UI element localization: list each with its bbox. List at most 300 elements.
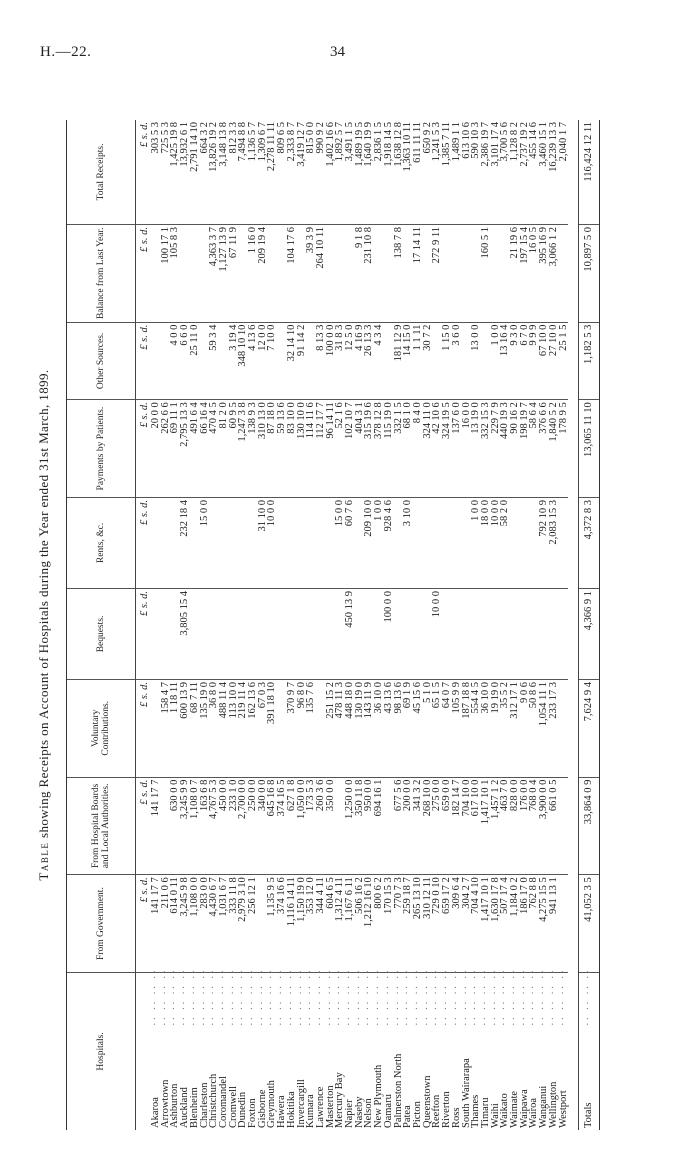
- col-header-hospital-boards: From Hospital Boards and Local Authorities.: [67, 777, 136, 875]
- leader-dots: ·· ·· ·· ··: [450, 968, 462, 1026]
- leader-dots: ·· ·· ·· ··: [499, 968, 511, 1026]
- leader-dots: ·· ·· ·· ··: [334, 968, 346, 1026]
- table-cell: 376 6 6: [539, 400, 549, 498]
- leader-dots: ·· ·· ·· ··: [489, 968, 501, 1026]
- table-cell: [161, 497, 171, 588]
- table-cell: 141 17 7: [151, 875, 161, 973]
- table-cell: 64 0 7: [442, 679, 452, 777]
- table-cell: 694 16 1: [374, 777, 384, 875]
- table-cell: 2,979 3 10: [238, 875, 248, 973]
- table-cell: 176 0 0: [520, 777, 530, 875]
- table-cell: 259 18 7: [403, 875, 413, 973]
- table-cell: 4,275 15 5: [539, 875, 549, 973]
- table-cell: 9 3 0: [510, 322, 520, 400]
- table-cell: 1 0 0: [471, 497, 481, 588]
- col-header-voluntary: Voluntary Contributions.: [67, 679, 136, 777]
- table-cell: [190, 224, 200, 322]
- table-cell: 12 5 0: [345, 322, 355, 400]
- table-cell: [394, 588, 404, 679]
- table-cell: 283 0 0: [200, 875, 210, 973]
- table-cell: 1,250 0 0: [345, 777, 355, 875]
- table-cell: [559, 679, 569, 777]
- table-cell: 105 8 3: [170, 224, 180, 322]
- table-cell: 68 7 11: [190, 679, 200, 777]
- table-cell: 91 14 2: [297, 322, 307, 400]
- table-cell: 143 11 9: [364, 679, 374, 777]
- total-cell: 13,065 11 10: [579, 400, 600, 498]
- units-row: [136, 120, 152, 1130]
- table-title: [36, 120, 52, 1130]
- table-cell: 340 0 0: [258, 777, 268, 875]
- table-cell: 2,836 1 5: [374, 120, 384, 224]
- table-cell: 815 0 0: [306, 120, 316, 224]
- table-cell: 391 18 10: [267, 679, 277, 777]
- table-cell: 112 17 7: [316, 400, 326, 498]
- table-cell: 378 12 8: [374, 400, 384, 498]
- table-cell: 440 19 3: [500, 400, 510, 498]
- table-cell: 197 15 4: [520, 224, 530, 322]
- table-cell: [539, 588, 549, 679]
- table-cell: 3,491 1 5: [345, 120, 355, 224]
- hospital-name: Patea: [402, 1105, 414, 1128]
- table-cell: 100 0 0: [326, 322, 336, 400]
- leader-dots: ·· ·· ·· ··: [363, 968, 375, 1026]
- leader-dots: ·· ·· ·· ··: [276, 968, 288, 1026]
- hospital-name: Reefton: [431, 1094, 443, 1128]
- table-cell: 478 11 3: [335, 679, 345, 777]
- table-cell: 68 1 0: [403, 400, 413, 498]
- table-cell: 16 0 0: [462, 400, 472, 498]
- table-cell: 1,116 14 11: [287, 875, 297, 973]
- hospital-name: Lawrence: [314, 1086, 326, 1128]
- table-cell: [287, 497, 297, 588]
- leader-dots: ·· ·· ·· ··: [547, 968, 559, 1026]
- hospital-name: New Plymouth: [373, 1064, 385, 1128]
- table-cell: 661 0 5: [549, 777, 559, 875]
- table-cell: 4,430 6 7: [209, 875, 219, 973]
- table-cell: 4,767 5 3: [209, 777, 219, 875]
- table-cell: 3,245 9 9: [180, 777, 190, 875]
- hospital-name: Ashburton: [169, 1083, 181, 1128]
- table-cell: [559, 497, 569, 588]
- table-cell: [559, 777, 569, 875]
- table-cell: 8 4 0: [413, 400, 423, 498]
- table-cell: [462, 588, 472, 679]
- hospital-name: Akaroa: [150, 1097, 161, 1128]
- table-cell: [510, 588, 520, 679]
- table-cell: 770 7 3: [394, 875, 404, 973]
- col-header-rents: Rents, &c.: [67, 497, 136, 588]
- table-cell: 18 0 0: [481, 497, 491, 588]
- table-cell: 4,363 3 7: [209, 224, 219, 322]
- table-cell: [238, 588, 248, 679]
- table-cell: 3 19 4: [229, 322, 239, 400]
- table-cell: 374 16 5: [277, 777, 287, 875]
- hospital-name: Naseby: [353, 1096, 365, 1128]
- table-cell: 96 14 11: [326, 400, 336, 498]
- table-cell: 182 14 7: [452, 777, 462, 875]
- units-label: £ s. d.: [136, 875, 152, 973]
- table-cell: 506 16 2: [355, 875, 365, 973]
- table-cell: 1,167 6 11: [345, 875, 355, 973]
- table-cell: 928 4 6: [384, 497, 394, 588]
- col-header-payments: Payments by Patients.: [67, 400, 136, 498]
- table-cell: [559, 224, 569, 322]
- table-cell: 17 14 11: [413, 224, 423, 322]
- table-cell: 65 1 5: [432, 679, 442, 777]
- total-cell: 10,897 5 0: [579, 224, 600, 322]
- table-cell: [442, 224, 452, 322]
- table-cell: 9 9 9: [529, 322, 539, 400]
- table-cell: 1,184 0 2: [510, 875, 520, 973]
- table-cell: 304 2 7: [462, 875, 472, 973]
- table-cell: 1,425 19 8: [170, 120, 180, 224]
- hospital-name: Ross: [450, 1107, 462, 1128]
- hospital-name: Picton: [411, 1101, 423, 1128]
- table-cell: 611 11 11: [413, 120, 423, 224]
- table-title-lead: Table: [36, 841, 51, 881]
- table-cell: 130 19 0: [355, 679, 365, 777]
- hospital-name: Blenheim: [188, 1087, 200, 1128]
- table-cell: 1,212 16 10: [364, 875, 374, 973]
- leader-dots: ·· ·· ·· ··: [305, 968, 317, 1026]
- units-label: £ s. d.: [136, 497, 152, 588]
- table-cell: 1 18 11: [170, 679, 180, 777]
- table-cell: [316, 588, 326, 679]
- table-cell: 20 0 0: [151, 400, 161, 498]
- table-cell: 264 10 11: [316, 224, 326, 322]
- table-cell: 52 1 6: [335, 400, 345, 498]
- table-cell: [209, 497, 219, 588]
- table-cell: 256 12 1: [248, 875, 258, 973]
- leader-dots: ·· ·· ·· ··: [179, 968, 191, 1026]
- table-cell: 59 13 6: [277, 400, 287, 498]
- table-cell: 67 10 0: [539, 322, 549, 400]
- table-cell: 3,900 0 0: [539, 777, 549, 875]
- hospital-name: Cromwell: [227, 1086, 239, 1128]
- table-cell: 9 1 8: [355, 224, 365, 322]
- units-label: £ s. d.: [136, 120, 152, 224]
- table-cell: 1,127 13 9: [219, 224, 229, 322]
- table-cell: 315 19 6: [364, 400, 374, 498]
- table-cell: 59 3 4: [209, 322, 219, 400]
- table-cell: 100 0 0: [384, 588, 394, 679]
- col-header-total: Total Receipts.: [67, 120, 136, 224]
- leader-dots: ·· ·· ·· ··: [402, 968, 414, 1026]
- table-cell: 762 8 8: [529, 875, 539, 973]
- table-cell: 250 0 0: [248, 777, 258, 875]
- table-cell: 275 0 0: [432, 777, 442, 875]
- table-cell: [442, 497, 452, 588]
- leader-dots: ·· ·· ·· ··: [266, 968, 278, 1026]
- table-cell: [297, 588, 307, 679]
- table-cell: 58 6 4: [529, 400, 539, 498]
- table-cell: 2,795 13 3: [180, 400, 190, 498]
- table-cell: 181 12 9: [394, 322, 404, 400]
- hospital-name: Waipawa: [518, 1089, 530, 1128]
- leader-dots: ·· ·· ·· ··: [256, 968, 268, 1026]
- table-cell: 251 15 2: [326, 679, 336, 777]
- table-cell: 725 5 3: [161, 120, 171, 224]
- hospital-name: Arrowtown: [159, 1079, 171, 1128]
- hospital-name: Westport: [557, 1090, 569, 1128]
- hospital-name: Waikato: [499, 1093, 511, 1128]
- table-cell: 990 9 2: [316, 120, 326, 224]
- hospital-name: Auckland: [179, 1087, 191, 1128]
- table-cell: 135 19 0: [200, 679, 210, 777]
- table-cell: 60 9 5: [229, 400, 239, 498]
- hospital-name: Christchurch: [208, 1073, 220, 1128]
- leader-dots: ·· ·· ·· ··: [208, 968, 220, 1026]
- table-cell: 554 4 5: [471, 679, 481, 777]
- table-cell: [423, 497, 433, 588]
- total-cell: 33,864 0 9: [579, 777, 600, 875]
- hospital-name: Foxton: [247, 1098, 259, 1128]
- units-label: £ s. d.: [136, 679, 152, 777]
- leader-dots: ·· ·· ·· ··: [344, 968, 356, 1026]
- leader-dots: ·· ·· ·· ··: [392, 968, 404, 1026]
- table-cell: [364, 588, 374, 679]
- leader-dots: ·· ·· ·· ··: [411, 968, 423, 1026]
- table-cell: 1,135 9 5: [267, 875, 277, 973]
- leader-dots: ·· ·· ·· ··: [518, 968, 530, 1026]
- table-cell: 630 0 0: [170, 777, 180, 875]
- table-cell: 704 10 0: [462, 777, 472, 875]
- table-cell: 10 0 0: [267, 497, 277, 588]
- table-cell: 332 15 3: [481, 400, 491, 498]
- hospital-name: Queenstown: [421, 1075, 433, 1128]
- table-cell: 233 1 0: [229, 777, 239, 875]
- table-cell: 67 11 9: [229, 224, 239, 322]
- table-cell: [520, 497, 530, 588]
- table-cell: 233 17 3: [549, 679, 559, 777]
- table-cell: 130 10 0: [297, 400, 307, 498]
- table-cell: [306, 497, 316, 588]
- table-cell: 114 11 6: [306, 400, 316, 498]
- table-cell: 600 13 9: [180, 679, 190, 777]
- leader-dots: ·· ·· ·· ··: [150, 968, 161, 1026]
- table-cell: 1 15 0: [442, 322, 452, 400]
- total-cell: 1,182 5 3: [579, 322, 600, 400]
- table-cell: [180, 224, 190, 322]
- table-cell: 262 6 6: [161, 400, 171, 498]
- table-cell: 137 6 0: [452, 400, 462, 498]
- leader-dots: ·· ·· ·· ··: [227, 968, 239, 1026]
- table-cell: 350 0 0: [326, 777, 336, 875]
- table-cell: 87 18 0: [267, 400, 277, 498]
- table-cell: 1,136 5 7: [248, 120, 258, 224]
- table-cell: [452, 588, 462, 679]
- hospital-name: Wanganui: [538, 1085, 550, 1128]
- hospital-name: Wellington: [547, 1081, 559, 1128]
- total-cell: 116,424 12 11: [579, 120, 600, 224]
- table-cell: [491, 224, 501, 322]
- table-cell: [462, 224, 472, 322]
- table-cell: 4 13 6: [248, 322, 258, 400]
- table-cell: 36 10 0: [374, 679, 384, 777]
- table-cell: 1,241 5 3: [432, 120, 442, 224]
- table-cell: 173 5 3: [306, 777, 316, 875]
- table-cell: 36 10 0: [481, 679, 491, 777]
- total-cell: 4,372 8 3: [579, 497, 600, 588]
- table-cell: [491, 588, 501, 679]
- table-cell: 9 0 6: [520, 679, 530, 777]
- table-cell: 507 17 4: [500, 875, 510, 973]
- table-cell: 1 1 11: [413, 322, 423, 400]
- table-cell: 163 6 8: [200, 777, 210, 875]
- table-cell: 627 1 8: [287, 777, 297, 875]
- table-cell: [258, 588, 268, 679]
- table-cell: [151, 588, 161, 679]
- table-cell: 10 0 0: [432, 588, 442, 679]
- table-cell: 3 6 0: [452, 322, 462, 400]
- hospital-name: Hokitika: [285, 1091, 297, 1128]
- table-cell: 617 10 0: [471, 777, 481, 875]
- table-cell: [510, 497, 520, 588]
- table-cell: 1,840 5 2: [549, 400, 559, 498]
- table-cell: 1,054 11 1: [539, 679, 549, 777]
- leader-dots: ·· ·· ·· ··: [441, 968, 453, 1026]
- table-cell: [248, 588, 258, 679]
- table-cell: 2,386 19 7: [481, 120, 491, 224]
- table-cell: 664 3 2: [200, 120, 210, 224]
- table-cell: [229, 497, 239, 588]
- rotated-table-area: [34, 120, 694, 1130]
- hospital-name: Invercargill: [295, 1079, 307, 1128]
- receipts-table: [66, 120, 600, 1130]
- table-cell: [452, 224, 462, 322]
- table-cell: 30 7 2: [423, 322, 433, 400]
- table-cell: 12 0 0: [258, 322, 268, 400]
- table-cell: 614 0 11: [170, 875, 180, 973]
- table-cell: 800 6 2: [374, 875, 384, 973]
- table-cell: [267, 588, 277, 679]
- table-cell: [238, 497, 248, 588]
- col-header-hospitals: Hospitals.: [67, 972, 136, 1130]
- table-cell: [432, 497, 442, 588]
- table-cell: 1,247 3 8: [238, 400, 248, 498]
- table-cell: 42 10 6: [432, 400, 442, 498]
- table-cell: 31 8 3: [335, 322, 345, 400]
- table-cell: 310 12 11: [423, 875, 433, 973]
- page-section-code: H.—22.: [40, 44, 92, 60]
- table-cell: 1,918 14 5: [384, 120, 394, 224]
- leader-dots: ·· ·· ·· ··: [557, 968, 569, 1026]
- table-cell: 1,489 1 1: [452, 120, 462, 224]
- col-header-other: Other Sources.: [67, 322, 136, 400]
- table-cell: [326, 588, 336, 679]
- table-cell: [209, 588, 219, 679]
- table-cell: 1,150 19 0: [297, 875, 307, 973]
- table-cell: 43 13 6: [384, 679, 394, 777]
- hospital-name: Dunedin: [237, 1091, 249, 1128]
- hospital-name: Napier: [344, 1099, 356, 1128]
- table-cell: 590 10 3: [471, 120, 481, 224]
- table-cell: 332 1 5: [394, 400, 404, 498]
- col-header-government: From Government.: [67, 875, 136, 973]
- table-cell: [277, 497, 287, 588]
- hospital-name: Waihi: [489, 1103, 501, 1128]
- table-cell: 60 7 6: [345, 497, 355, 588]
- table-cell: 2,791 14 10: [190, 120, 200, 224]
- table-cell: 2,700 0 0: [238, 777, 248, 875]
- table-cell: 404 3 1: [355, 400, 365, 498]
- table-cell: 170 15 3: [384, 875, 394, 973]
- totals-row: [579, 120, 600, 1130]
- table-cell: [219, 497, 229, 588]
- leader-dots: ·· ·· ·· ··: [579, 972, 600, 1028]
- table-cell: 1,108 0 0: [190, 875, 200, 973]
- table-cell: 100 17 1: [161, 224, 171, 322]
- col-header-balance: Balance from Last Year.: [67, 224, 136, 322]
- table-cell: 219 11 4: [238, 679, 248, 777]
- totals-label: Totals: [579, 1028, 600, 1130]
- table-cell: 13 0 0: [471, 322, 481, 400]
- table-cell: 50 8 6: [529, 679, 539, 777]
- table-cell: 2,333 8 7: [287, 120, 297, 224]
- table-cell: 1,489 19 5: [355, 120, 365, 224]
- table-cell: 303 5 3: [151, 120, 161, 224]
- header-row: [67, 120, 136, 1130]
- table-cell: 260 3 6: [316, 777, 326, 875]
- leader-dots: ·· ·· ·· ··: [479, 968, 491, 1026]
- table-cell: 450 0 0: [219, 777, 229, 875]
- table-cell: 138 7 8: [394, 224, 404, 322]
- table-cell: [413, 497, 423, 588]
- table-cell: [297, 497, 307, 588]
- table-cell: 1,892 5 7: [335, 120, 345, 224]
- table-cell: 231 10 8: [364, 224, 374, 322]
- table-cell: 1,363 10 11: [403, 120, 413, 224]
- table-cell: 104 17 6: [287, 224, 297, 322]
- table-cell: [316, 497, 326, 588]
- table-cell: 3,805 15 4: [180, 588, 190, 679]
- table-cell: 14 15 0: [403, 322, 413, 400]
- table-cell: 25 11 0: [190, 322, 200, 400]
- table-cell: [403, 588, 413, 679]
- table-cell: 659 0 0: [442, 777, 452, 875]
- hospital-name: Oamaru: [382, 1094, 394, 1128]
- table-cell: 677 5 6: [394, 777, 404, 875]
- units-spacer: [136, 972, 152, 1130]
- table-cell: [520, 588, 530, 679]
- leader-dots: ·· ·· ·· ··: [285, 968, 297, 1026]
- table-cell: 13,932 6 1: [180, 120, 190, 224]
- table-cell: 1,312 4 11: [335, 875, 345, 973]
- table-cell: 1 0 0: [374, 497, 384, 588]
- table-cell: 90 16 2: [510, 400, 520, 498]
- table-cell: 19 19 0: [491, 679, 501, 777]
- table-cell: 200 0 0: [403, 777, 413, 875]
- table-cell: 792 10 9: [539, 497, 549, 588]
- table-cell: 1,402 16 6: [326, 120, 336, 224]
- table-cell: 3,700 5 6: [500, 120, 510, 224]
- leader-dots: ·· ·· ·· ··: [528, 968, 540, 1026]
- table-cell: 39 3 9: [306, 224, 316, 322]
- table-cell: 27 10 0: [549, 322, 559, 400]
- table-cell: 348 10 10: [238, 322, 248, 400]
- hospital-name: Thames: [470, 1094, 482, 1128]
- hospital-name: Coromandel: [217, 1076, 229, 1128]
- table-cell: 3 10 0: [403, 497, 413, 588]
- table-cell: 45 15 6: [413, 679, 423, 777]
- table-cell: 455 14 6: [529, 120, 539, 224]
- table-cell: 341 3 2: [413, 777, 423, 875]
- hospital-name: South Wairarapa: [460, 1058, 472, 1128]
- hospital-name: Gisborne: [256, 1089, 268, 1128]
- table-cell: 232 18 4: [180, 497, 190, 588]
- table-cell: [277, 588, 287, 679]
